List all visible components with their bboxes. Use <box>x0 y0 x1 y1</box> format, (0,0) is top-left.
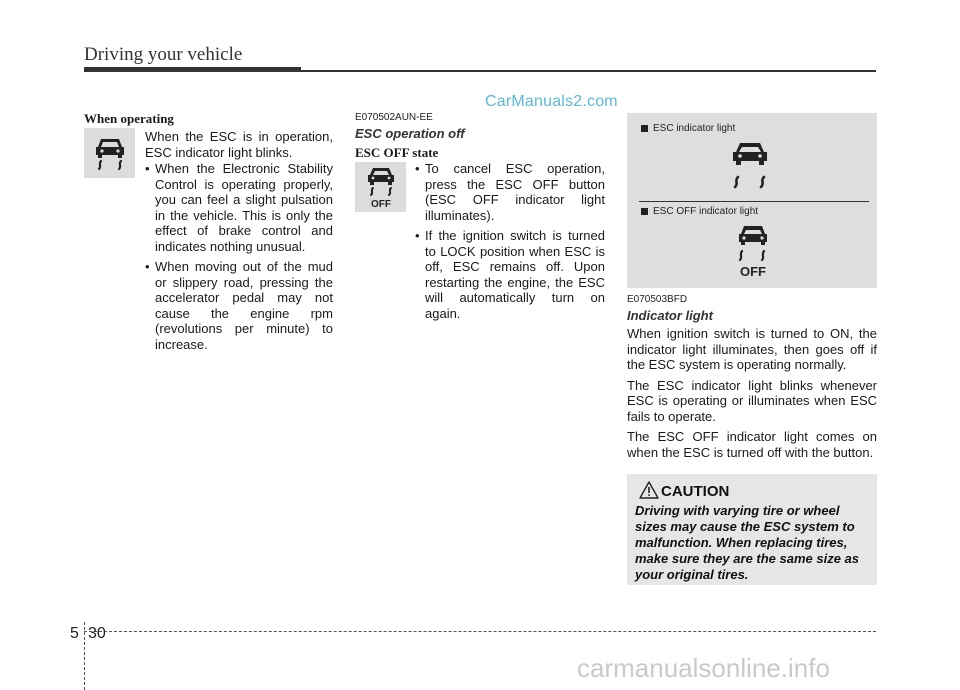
list-item: • When moving out of the mud or slippery road, pressing the accelerator pedal may not cause the engine rpm (revolutions per minute) to increase. <box>145 259 333 352</box>
caution-box <box>627 474 877 585</box>
watermark-bottom: carmanualsonline.info <box>577 653 830 683</box>
operating-bullet-list <box>145 161 333 357</box>
indicator-panel <box>627 113 877 288</box>
section-code: E070503BFD <box>627 294 688 305</box>
panel-divider <box>639 201 869 202</box>
panel-label-esc <box>641 123 735 134</box>
section-heading-when-operating: When operating <box>84 111 174 126</box>
page-number: 30 <box>88 625 106 642</box>
esc-off-bullet-list <box>415 161 605 326</box>
list-item: • To cancel ESC operation, press the ESC OFF button (ESC OFF indicator light illuminates). <box>415 161 605 223</box>
section-code: E070502AUN-EE <box>355 112 433 123</box>
esc-off-indicator-icon <box>355 162 406 212</box>
off-label: OFF <box>370 199 391 209</box>
watermark-link[interactable]: CarManuals2.com <box>485 93 618 110</box>
list-item: • If the ignition switch is turned to LOCK position when ESC is off, ESC remains off. Upon restarting the engine, the ESC will automatically turn on again. <box>415 228 605 321</box>
paragraph: The ESC indicator light blinks whenever ESC is operating or illuminates when ESC fails to operate. <box>627 377 877 424</box>
paragraph: When ignition switch is turned to ON, the indicator light illuminates, then goes off if the ESC system is operating normally. <box>627 326 877 372</box>
panel-label-esc-off <box>641 206 758 217</box>
intro-text: When the ESC is in operation, ESC indicator light blinks. <box>145 129 333 160</box>
chapter-number: 5 <box>70 625 79 642</box>
square-bullet-icon <box>641 208 648 215</box>
square-bullet-icon <box>641 125 648 132</box>
paragraph: The ESC OFF indicator light comes on when the ESC is turned off with the button. <box>627 429 877 460</box>
esc-indicator-icon-large <box>727 139 773 196</box>
warning-triangle-icon <box>639 481 659 504</box>
indicator-paragraphs <box>627 326 877 460</box>
caution-title: CAUTION <box>661 483 730 500</box>
header-rule <box>301 70 876 72</box>
esc-indicator-icon <box>84 128 135 178</box>
esc-indicator-label: ESC indicator light <box>653 123 736 134</box>
list-item: • When the Electronic Stability Control is operating properly, you can feel a slight pulsation in the vehicle. This is only the effect of brake control and indicates nothing unusual. <box>145 161 333 254</box>
esc-off-indicator-icon-large <box>731 223 775 284</box>
footer-divider <box>84 622 85 690</box>
subheading-esc-off-state: ESC OFF state <box>355 145 439 160</box>
off-label: OFF <box>740 264 766 279</box>
page-header-title: Driving your vehicle <box>84 44 243 65</box>
section-title-esc-operation-off: ESC operation off <box>355 126 465 141</box>
caution-text: Driving with varying tire or wheel sizes may cause the ESC system to malfunction. When replacing tires, make sure they are the same size as your original tires. <box>635 503 860 582</box>
footer-rule <box>84 631 876 632</box>
header-bar <box>84 67 301 72</box>
esc-off-indicator-label: ESC OFF indicator light <box>653 206 759 217</box>
section-title-indicator-light: Indicator light <box>627 308 713 323</box>
